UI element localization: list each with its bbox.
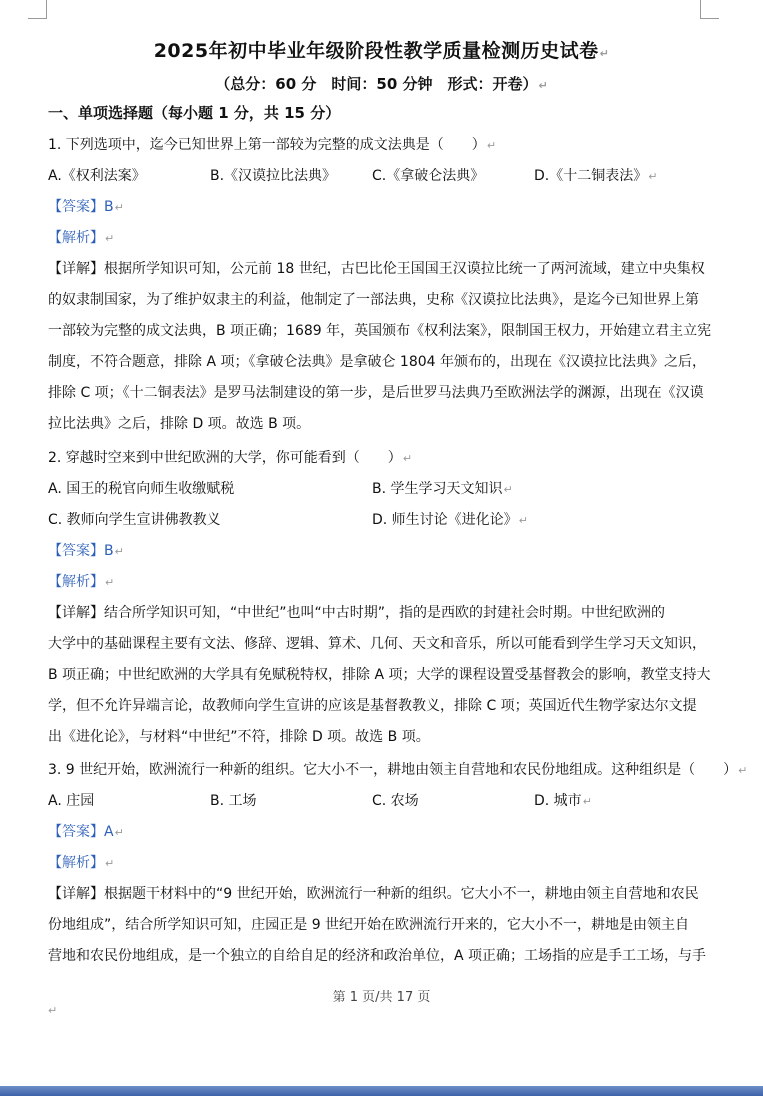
detail-line: 【详解】根据题干材料中的“9 世纪开始，欧洲流行一种新的组织。它大小不一，耕地由领主自营地和农民: [48, 886, 699, 902]
question-2-analysis-label: 【解析】↵: [48, 574, 115, 590]
page-footer: 第 1 页/共 17 页: [332, 990, 431, 1005]
option-d: D. 师生讨论《进化论》↵: [372, 512, 528, 528]
question-2-answer: 【答案】B↵: [48, 543, 124, 559]
question-2-stem: 2. 穿越时空来到中世纪欧洲的大学，你可能看到（ ）↵: [48, 450, 413, 466]
question-2-options-row-1: [48, 479, 708, 499]
option-d: D. 城市↵: [534, 793, 592, 809]
detail-line: 【详解】结合所学知识可知，“中世纪”也叫“中古时期”，指的是西欧的封建社会时期。中世纪欧洲的: [48, 605, 666, 621]
question-3-analysis-label: 【解析】↵: [48, 855, 115, 871]
exam-title: 2025年初中毕业年级阶段性教学质量检测历史试卷↵: [153, 40, 610, 62]
detail-line: 营地和农民份地组成，是一个独立的自给自足的经济和政治单位，A 项正确；工场指的应是手工工场，与手: [48, 948, 707, 964]
detail-line: 制度，不符合题意，排除 A 项；《拿破仑法典》是拿破仑 1804 年颁布的，出现在《汉谟拉比法典》之后，: [48, 354, 707, 370]
exam-subtitle: （总分：60 分 时间：50 分钟 形式：开卷）↵: [215, 75, 548, 93]
detail-line: 的奴隶制国家，为了维护奴隶主的利益，他制定了一部法典，史称《汉谟拉比法典》，是迄今已知世界上第: [48, 292, 699, 308]
crop-mark-top-right: [700, 0, 719, 19]
detail-line: 出《进化论》，与材料“中世纪”不符，排除 D 项。故选 B 项。: [48, 729, 430, 745]
window-bottom-bar: [0, 1086, 763, 1096]
detail-line: 排除 C 项；《十二铜表法》是罗马法制建设的第一步，是后世罗马法典乃至欧洲法学的渊源，出现在《汉谟: [48, 385, 704, 401]
option-c: C. 农场: [372, 793, 419, 809]
detail-line: 大学中的基础课程主要有文法、修辞、逻辑、算术、几何、天文和音乐，所以可能看到学生学习天文知识，: [48, 636, 706, 652]
detail-line: 学，但不允许异端言论，故教师向学生宣讲的应该是基督教教义，排除 C 项；英国近代生物学家达尔文提: [48, 698, 697, 714]
option-c: C.《拿破仑法典》: [372, 168, 485, 184]
option-c: C. 教师向学生宣讲佛教教义: [48, 512, 221, 528]
question-2-options-row-2: [48, 510, 708, 530]
option-a: A.《权利法案》: [48, 168, 146, 184]
question-3-answer: 【答案】A↵: [48, 824, 124, 840]
question-1-options: [48, 166, 708, 186]
option-d: D.《十二铜表法》↵: [534, 168, 658, 184]
detail-line: 一部较为完整的成文法典，B 项正确；1689 年，英国颁布《权利法案》，限制国王权力，开始建立君主立宪: [48, 323, 712, 339]
detail-line: 拉比法典》之后，排除 D 项。故选 B 项。: [48, 416, 311, 432]
option-a: A. 国王的税官向师生收缴赋税: [48, 481, 235, 497]
option-b: B. 学生学习天文知识↵: [372, 481, 513, 497]
option-b: B. 工场: [210, 793, 257, 809]
crop-mark-top-left: [28, 0, 47, 19]
question-1-analysis-label: 【解析】↵: [48, 230, 115, 246]
paragraph-mark: ↵: [48, 1004, 58, 1017]
question-3-stem: 3. 9 世纪开始，欧洲流行一种新的组织。它大小不一，耕地由领主自营地和农民份地组成。这种组织是（ ）↵: [48, 762, 748, 778]
option-b: B.《汉谟拉比法典》: [210, 168, 337, 184]
detail-line: B 项正确；中世纪欧洲的大学具有免赋税特权，排除 A 项；大学的课程设置受基督教会的影响，教堂支持大: [48, 667, 711, 683]
question-3-options: [48, 791, 708, 811]
detail-line: 份地组成”，结合所学知识可知，庄园正是 9 世纪开始在欧洲流行开来的，它大小不一，耕地是由领主自: [48, 917, 690, 933]
question-1-stem: 1. 下列选项中，迄今已知世界上第一部较为完整的成文法典是（ ）↵: [48, 137, 497, 153]
section-heading: 一、单项选择题（每小题 1 分，共 15 分）: [48, 104, 341, 122]
detail-line: 【详解】根据所学知识可知，公元前 18 世纪，古巴比伦王国国王汉谟拉比统一了两河流域，建立中央集权: [48, 261, 705, 277]
option-a: A. 庄园: [48, 793, 95, 809]
question-1-answer: 【答案】B↵: [48, 199, 124, 215]
